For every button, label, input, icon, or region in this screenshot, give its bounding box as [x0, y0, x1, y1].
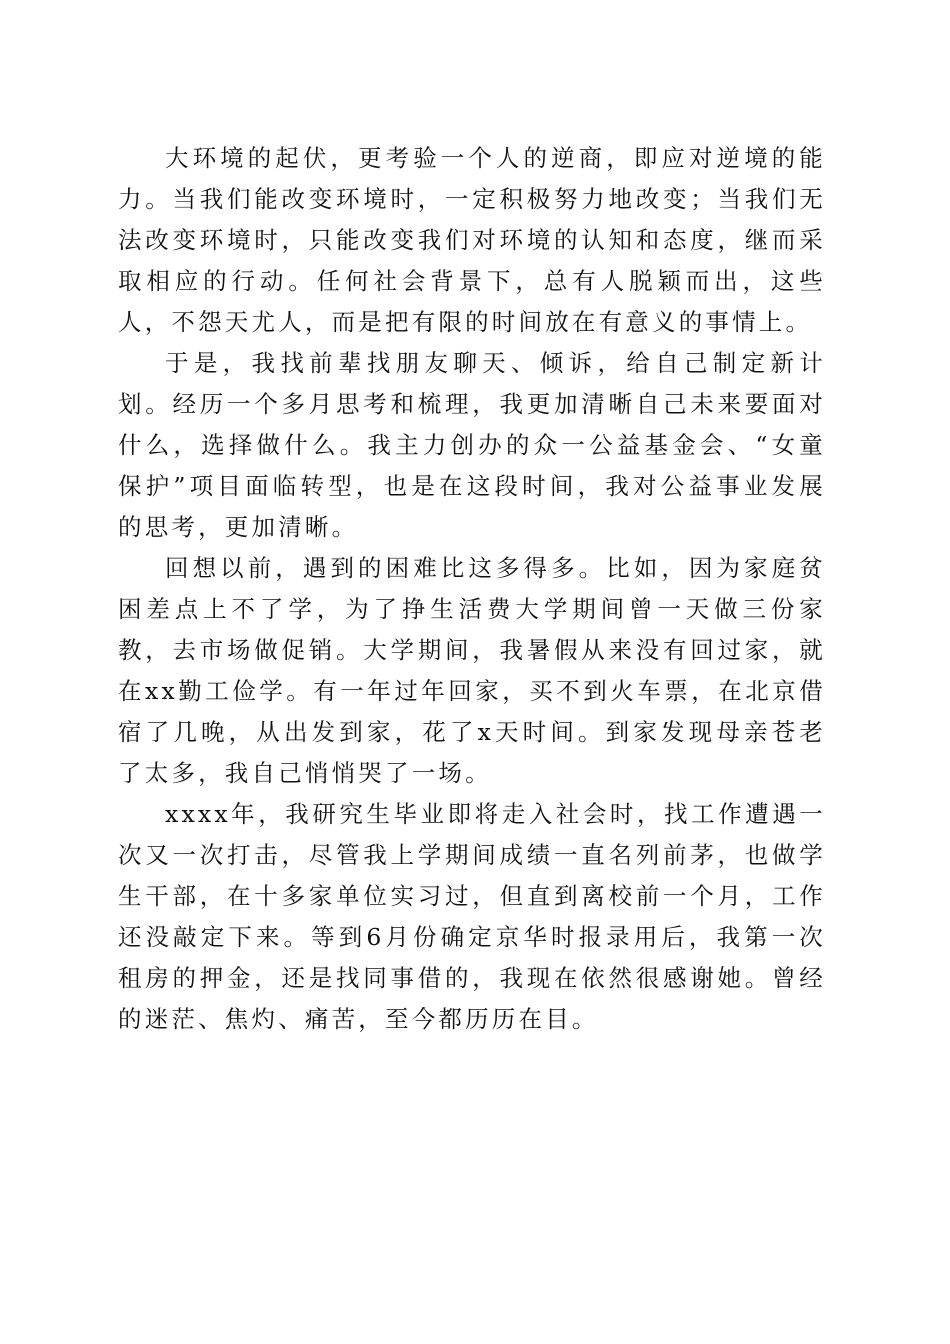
document-body: [118, 138, 826, 1040]
paragraph-4: xxxx年，我研究生毕业即将走入社会时，找工作遭遇一次又一次打击，尽管我上学期间成绩一直名列前茅，也做学生干部，在十多家单位实习过，但直到离校前一个月，工作还没敲定下来。等到6月份确定京华时报录用后，我第一次租房的押金，还是找同事借的，我现在依然很感谢她。曾经的迷茫、焦灼、痛苦，至今都历历在目。: [118, 800, 826, 1033]
paragraph-2: 于是，我找前辈找朋友聊天、倾诉，给自己制定新计划。经历一个多月思考和梳理，我更加清晰自己未来要面对什么，选择做什么。我主力创办的众一公益基金会、“女童保护”项目面临转型，也是在这段时间，我对公益事业发展的思考，更加清晰。: [118, 349, 826, 541]
paragraph-1: 大环境的起伏，更考验一个人的逆商，即应对逆境的能力。当我们能改变环境时，一定积极努力地改变；当我们无法改变环境时，只能改变我们对环境的认知和态度，继而采取相应的行动。任何社会背景下，总有人脱颖而出，这些人，不怨天尤人，而是把有限的时间放在有意义的事情上。: [118, 144, 826, 336]
paragraph-3: 回想以前，遇到的困难比这多得多。比如，因为家庭贫困差点上不了学，为了挣生活费大学期间曾一天做三份家教，去市场做促销。大学期间，我暑假从来没有回过家，就在xx勤工俭学。有一年过年回家，买不到火车票，在北京借宿了几晚，从出发到家，花了x天时间。到家发现母亲苍老了太多，我自己悄悄哭了一场。: [118, 554, 826, 787]
